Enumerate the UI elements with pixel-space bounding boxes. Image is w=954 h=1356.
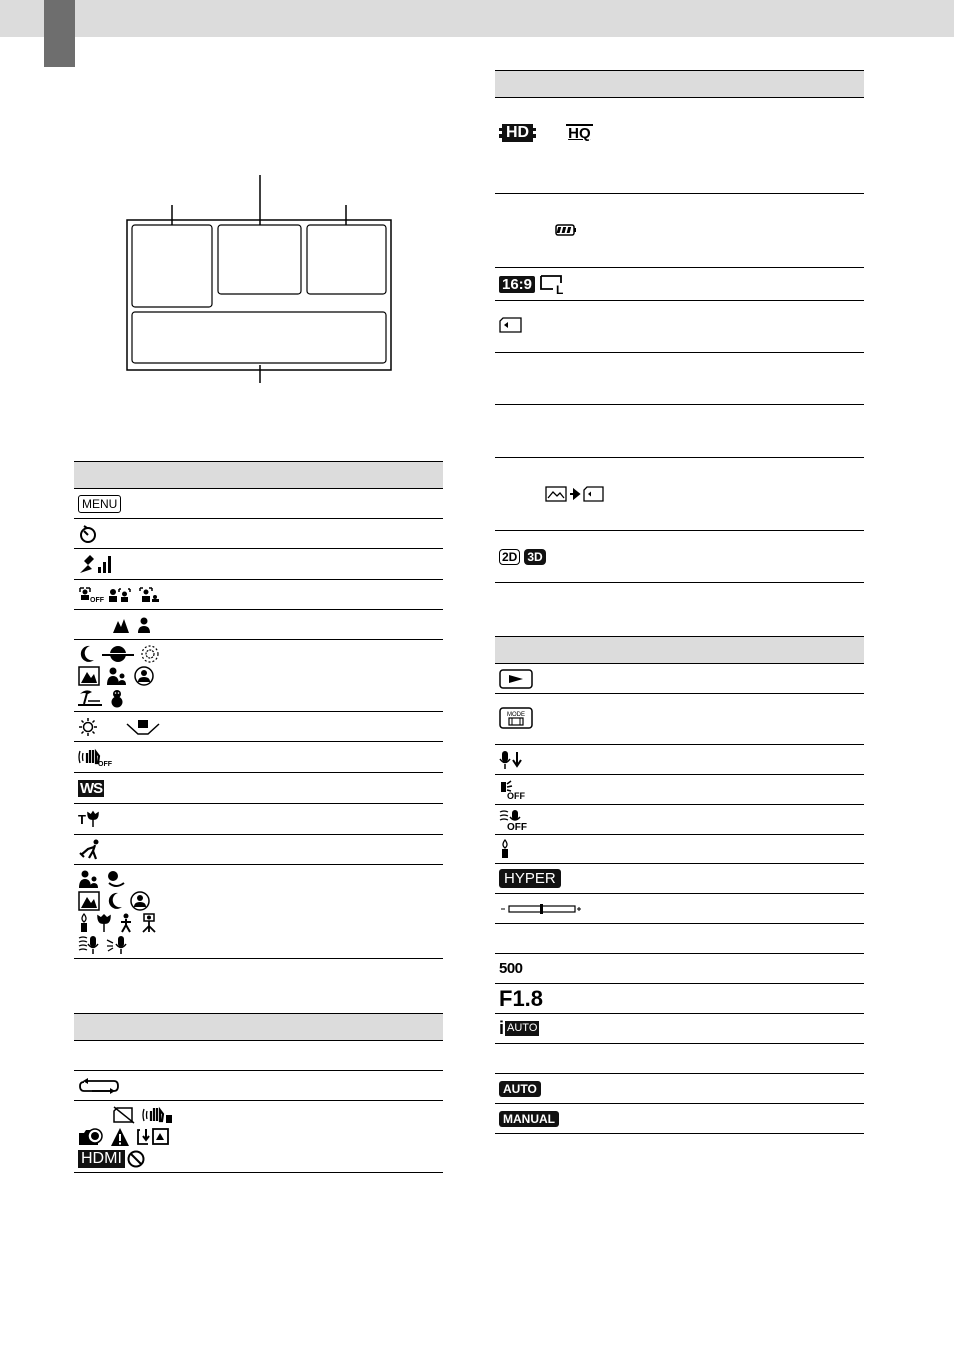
landscape-icon: [78, 666, 100, 686]
fireworks-icon: [140, 644, 160, 664]
exposure-scale-icon: [499, 899, 583, 919]
table-row: [74, 640, 443, 712]
table-row: [495, 864, 864, 894]
white-balance-daylight-icon: [78, 717, 98, 737]
table-header: [495, 70, 864, 98]
portrait-auto-icon: [78, 869, 100, 889]
wind-noise-reduction-off-icon: [499, 810, 527, 833]
table-row: [74, 742, 443, 773]
table-row: [74, 489, 443, 519]
macro-auto-icon: [96, 913, 112, 933]
beach-icon: [78, 688, 102, 708]
table-row: [495, 664, 864, 694]
right-status-table: [495, 70, 864, 583]
table-row: [495, 1044, 864, 1074]
table-header: [495, 636, 864, 664]
table-row: [495, 405, 864, 458]
table-row: [495, 805, 864, 835]
intelligent-auto-icon: AUTO: [507, 1022, 538, 1034]
voice-audio-icon: [106, 935, 128, 955]
demo-repeat-icon: [78, 1076, 120, 1096]
table-row: [495, 894, 864, 924]
camera-temperature-warning-icon: [78, 1127, 104, 1147]
table-row: [495, 1074, 864, 1104]
hyper-gain-icon: HYPER: [499, 869, 561, 888]
svg-text:OFF: OFF: [98, 761, 112, 768]
tele-macro-icon: [78, 809, 100, 829]
memory-card-warning-icon: [112, 1105, 136, 1125]
face-detection-off-icon: [78, 585, 102, 605]
photo-source-icon: [545, 484, 567, 504]
table-row: [495, 984, 864, 1014]
intelligent-auto-i-icon: i: [499, 1018, 505, 1038]
table-header: [74, 1013, 443, 1041]
mic-level-low-icon: [499, 750, 523, 770]
table-row: [495, 954, 864, 984]
snow-icon: [108, 688, 126, 708]
manual-mode-icon: MANUAL: [499, 1111, 559, 1127]
table-header: [74, 461, 443, 489]
low-light-auto-icon: [78, 913, 90, 933]
table-row: [74, 835, 443, 865]
spotlight-auto-icon: [130, 891, 150, 911]
table-row: [74, 804, 443, 835]
screen-area-diagram: [126, 175, 392, 385]
table-row: [495, 531, 864, 583]
wide-ratio-icon: 16:9: [499, 276, 535, 293]
table-row: [495, 775, 864, 805]
white-balance-one-push-icon: [126, 717, 160, 737]
table-row: [74, 549, 443, 580]
table-row: [74, 865, 443, 959]
table-row: [495, 835, 864, 864]
table-row: [74, 712, 443, 742]
auto-mode-icon: AUTO: [499, 1081, 541, 1097]
hq-mode-icon: HQ: [568, 125, 591, 142]
header-bar: [0, 0, 954, 37]
3d-mode-icon: 3D: [524, 549, 545, 565]
wind-noise-audio-icon: [78, 935, 100, 955]
steadyshot-off-icon: [78, 747, 110, 767]
aperture-value: F1.8: [499, 985, 544, 1011]
table-row: [74, 1071, 443, 1101]
audio-mode-off-icon: [499, 780, 525, 800]
warning-triangle-icon: [110, 1127, 130, 1147]
section-tab-marker: [44, 0, 75, 67]
table-row: [74, 580, 443, 610]
wind-screen-icon: WS: [80, 779, 103, 797]
svg-text:OFF: OFF: [507, 821, 527, 833]
table-row: [495, 194, 864, 268]
table-row: [495, 745, 864, 775]
table-row: [495, 98, 864, 194]
self-timer-icon: [78, 524, 98, 544]
gps-signal-icon: [78, 554, 114, 574]
shutter-speed-value: 500: [499, 960, 523, 977]
table-row: [74, 519, 443, 549]
face-detection-icon: [108, 585, 132, 605]
table-row: [495, 1014, 864, 1044]
table-row: [495, 268, 864, 301]
hdmi-icon: HDMI: [78, 1150, 125, 1168]
table-row: [74, 610, 443, 640]
hd-quality-icon: HD: [499, 124, 536, 142]
low-lux-icon: [499, 839, 511, 859]
left-indicator-table: [74, 461, 443, 959]
sunrise-sunset-icon: [102, 644, 134, 664]
table-row: [74, 773, 443, 804]
night-scene-icon: [78, 644, 96, 664]
left-warning-table: [74, 1013, 443, 1173]
landscape-focus-icon: [112, 615, 130, 635]
card-io-warning-icon: [136, 1127, 170, 1147]
table-row: [495, 694, 864, 745]
table-row: [74, 1041, 443, 1071]
baby-icon: [106, 869, 126, 889]
memory-card-destination-icon: [583, 484, 605, 504]
svg-text:L: L: [556, 283, 564, 297]
2d-mode-icon: 2D: [499, 549, 520, 565]
table-row: [495, 458, 864, 531]
face-priority-icon: [138, 585, 160, 605]
camera-shake-warning-icon: [142, 1105, 174, 1125]
image-size-large-icon: [539, 274, 569, 297]
table-row: [495, 1104, 864, 1134]
table-row: [74, 1101, 443, 1173]
mode-button-icon: [499, 708, 533, 728]
walking-auto-icon: [118, 913, 134, 933]
tele-macro-label: T: [78, 811, 86, 827]
table-row: [495, 301, 864, 353]
memory-card-icon: [499, 315, 523, 335]
copy-arrow-icon: [569, 484, 581, 504]
table-row: [495, 353, 864, 405]
mode-label: MODE: [507, 712, 525, 718]
portrait-icon: [106, 666, 128, 686]
svg-text:OFF: OFF: [90, 596, 104, 604]
prohibited-icon: [127, 1149, 145, 1169]
table-row: [495, 924, 864, 954]
portrait-focus-icon: [136, 615, 152, 635]
spotlight-icon: [134, 666, 154, 686]
landscape-auto-icon: [78, 891, 100, 911]
golf-shot-icon: [78, 840, 104, 860]
playback-button-icon: [499, 669, 533, 689]
night-auto-icon: [106, 891, 124, 911]
svg-text:OFF: OFF: [507, 790, 525, 801]
battery-icon: [555, 220, 577, 240]
menu-button-icon: MENU: [78, 495, 121, 513]
right-settings-table: [495, 636, 864, 1134]
tripod-auto-icon: [140, 913, 158, 933]
